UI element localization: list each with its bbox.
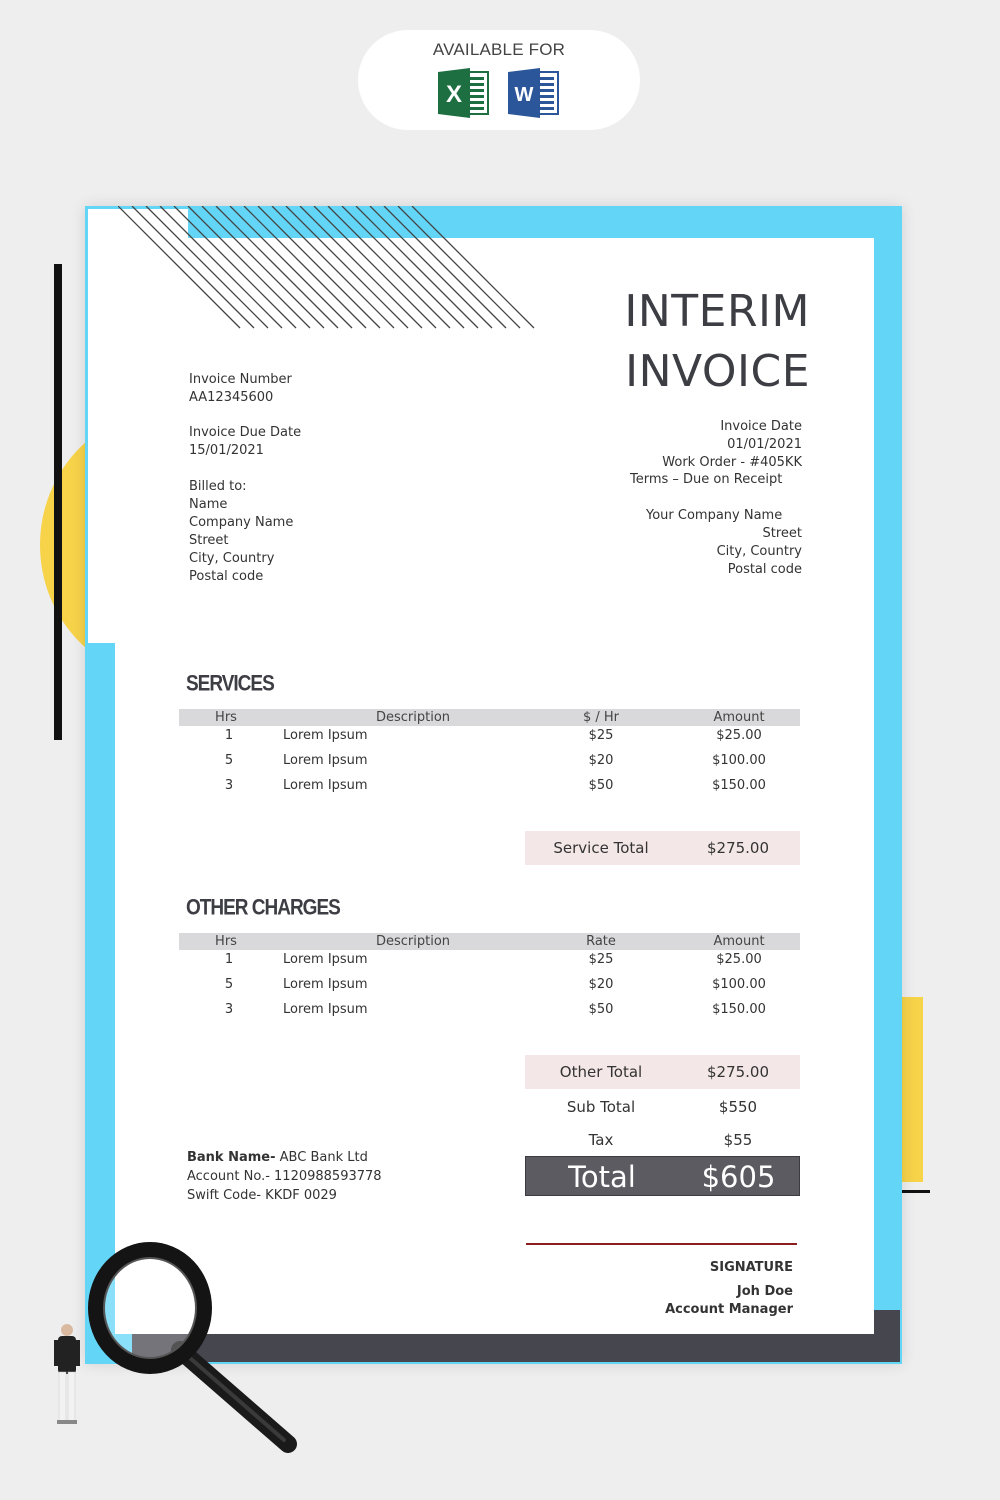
availability-banner (358, 30, 640, 130)
signature-label: SIGNATURE (709, 1260, 793, 1275)
subtotal-value: $550 (718, 1098, 758, 1116)
due-date-label: Invoice Due Date (189, 425, 302, 440)
row-amount: $25.00 (716, 728, 762, 743)
header-amount: Amount (713, 710, 765, 725)
title-line-1: INTERIM (624, 286, 810, 337)
row-rate: $25 (588, 952, 614, 967)
services-title: SERVICES (186, 672, 274, 697)
work-order: Work Order - #405KK (662, 455, 802, 470)
company-postal: Postal code (727, 562, 802, 577)
row-description: Lorem Ipsum (283, 952, 368, 967)
word-letter: W (514, 84, 534, 106)
bank-details (187, 1148, 382, 1205)
service-total-value: $275.00 (706, 839, 770, 857)
row-amount: $150.00 (712, 1002, 766, 1017)
due-date-block (189, 424, 301, 460)
service-total-label: Service Total (553, 839, 649, 857)
row-description: Lorem Ipsum (283, 778, 368, 793)
row-hrs: 5 (224, 977, 234, 992)
tax-value: $55 (723, 1131, 753, 1149)
header-hrs: Hrs (215, 710, 237, 725)
invoice-title (624, 282, 810, 402)
invoice-number-block (189, 371, 292, 407)
other-total-row (525, 1055, 800, 1089)
account-number: Account No.- 1120988593778 (187, 1169, 382, 1184)
your-company-name: Your Company Name (646, 508, 783, 523)
table-row (179, 976, 800, 1001)
company-city: City, Country (716, 544, 802, 559)
bank-name-label: Bank Name- (187, 1150, 276, 1165)
row-amount: $25.00 (716, 952, 762, 967)
billed-postal: Postal code (189, 569, 264, 584)
header-description: Description (376, 934, 451, 949)
table-row (179, 1001, 800, 1026)
table-row (179, 752, 800, 777)
billed-to-block (189, 478, 293, 586)
grand-total-label: Total (568, 1160, 636, 1194)
header-hrs: Hrs (215, 934, 237, 949)
row-rate: $20 (588, 977, 614, 992)
services-table (179, 709, 800, 802)
due-date: 15/01/2021 (189, 443, 264, 458)
other-total-label: Other Total (559, 1063, 643, 1081)
row-description: Lorem Ipsum (283, 753, 368, 768)
terms: Terms – Due on Receipt (630, 472, 783, 487)
billed-to-label: Billed to: (189, 479, 247, 494)
invoice-date: 01/01/2021 (727, 437, 802, 452)
company-address-block (717, 525, 802, 579)
row-hrs: 1 (224, 728, 234, 743)
signer-role: Account Manager (665, 1302, 793, 1317)
table-row (179, 727, 800, 752)
row-description: Lorem Ipsum (283, 728, 368, 743)
subtotal-row (525, 1090, 800, 1124)
other-charges-table (179, 933, 800, 1026)
services-header-row (179, 709, 800, 726)
row-rate: $50 (588, 778, 614, 793)
row-amount: $100.00 (712, 977, 766, 992)
billed-name: Name (189, 497, 228, 512)
swift-code: Swift Code- KKDF 0029 (187, 1188, 337, 1203)
row-hrs: 3 (224, 778, 234, 793)
row-hrs: 1 (224, 952, 234, 967)
banner-label: AVAILABLE FOR (432, 40, 566, 59)
row-description: Lorem Ipsum (283, 977, 368, 992)
invoice-number-label: Invoice Number (189, 372, 292, 387)
title-line-2: INVOICE (625, 346, 810, 397)
bank-name-line (187, 1148, 382, 1167)
row-amount: $150.00 (712, 778, 766, 793)
other-total-value: $275.00 (706, 1063, 770, 1081)
header-rate: Rate (586, 934, 616, 949)
billed-street: Street (189, 533, 229, 548)
signature-line (526, 1243, 797, 1245)
diagonal-hatch-decoration (118, 206, 558, 331)
row-rate: $50 (588, 1002, 614, 1017)
magnifier-icon (40, 1240, 310, 1470)
table-row (179, 777, 800, 802)
table-row (179, 951, 800, 976)
service-total-row (525, 831, 800, 865)
billed-company: Company Name (189, 515, 294, 530)
grand-total-row (525, 1156, 800, 1196)
excel-icon (438, 66, 492, 120)
row-rate: $25 (588, 728, 614, 743)
black-bar-decoration (54, 264, 62, 740)
excel-letter: X (445, 81, 463, 108)
row-description: Lorem Ipsum (283, 1002, 368, 1017)
signature-block (665, 1259, 793, 1319)
figurine-icon (54, 1324, 80, 1424)
other-header-row (179, 933, 800, 950)
subtotal-label: Sub Total (566, 1098, 636, 1116)
invoice-date-label: Invoice Date (720, 419, 802, 434)
header-amount: Amount (713, 934, 765, 949)
row-rate: $20 (588, 753, 614, 768)
signer-name: Joh Doe (736, 1284, 793, 1299)
tax-row (525, 1123, 800, 1157)
tax-label: Tax (588, 1131, 614, 1149)
header-rate: $ / Hr (582, 710, 620, 725)
billed-city: City, Country (189, 551, 275, 566)
row-hrs: 3 (224, 1002, 234, 1017)
bank-name: ABC Bank Ltd (275, 1150, 368, 1165)
paper-left-edge (88, 209, 115, 643)
grand-total-value: $605 (701, 1160, 776, 1194)
other-charges-title: OTHER CHARGES (186, 896, 340, 921)
company-street: Street (762, 526, 802, 541)
row-hrs: 5 (224, 753, 234, 768)
row-amount: $100.00 (712, 753, 766, 768)
invoice-number: AA12345600 (189, 390, 274, 405)
invoice-date-block (662, 418, 802, 472)
header-description: Description (376, 710, 451, 725)
word-icon (508, 66, 562, 120)
